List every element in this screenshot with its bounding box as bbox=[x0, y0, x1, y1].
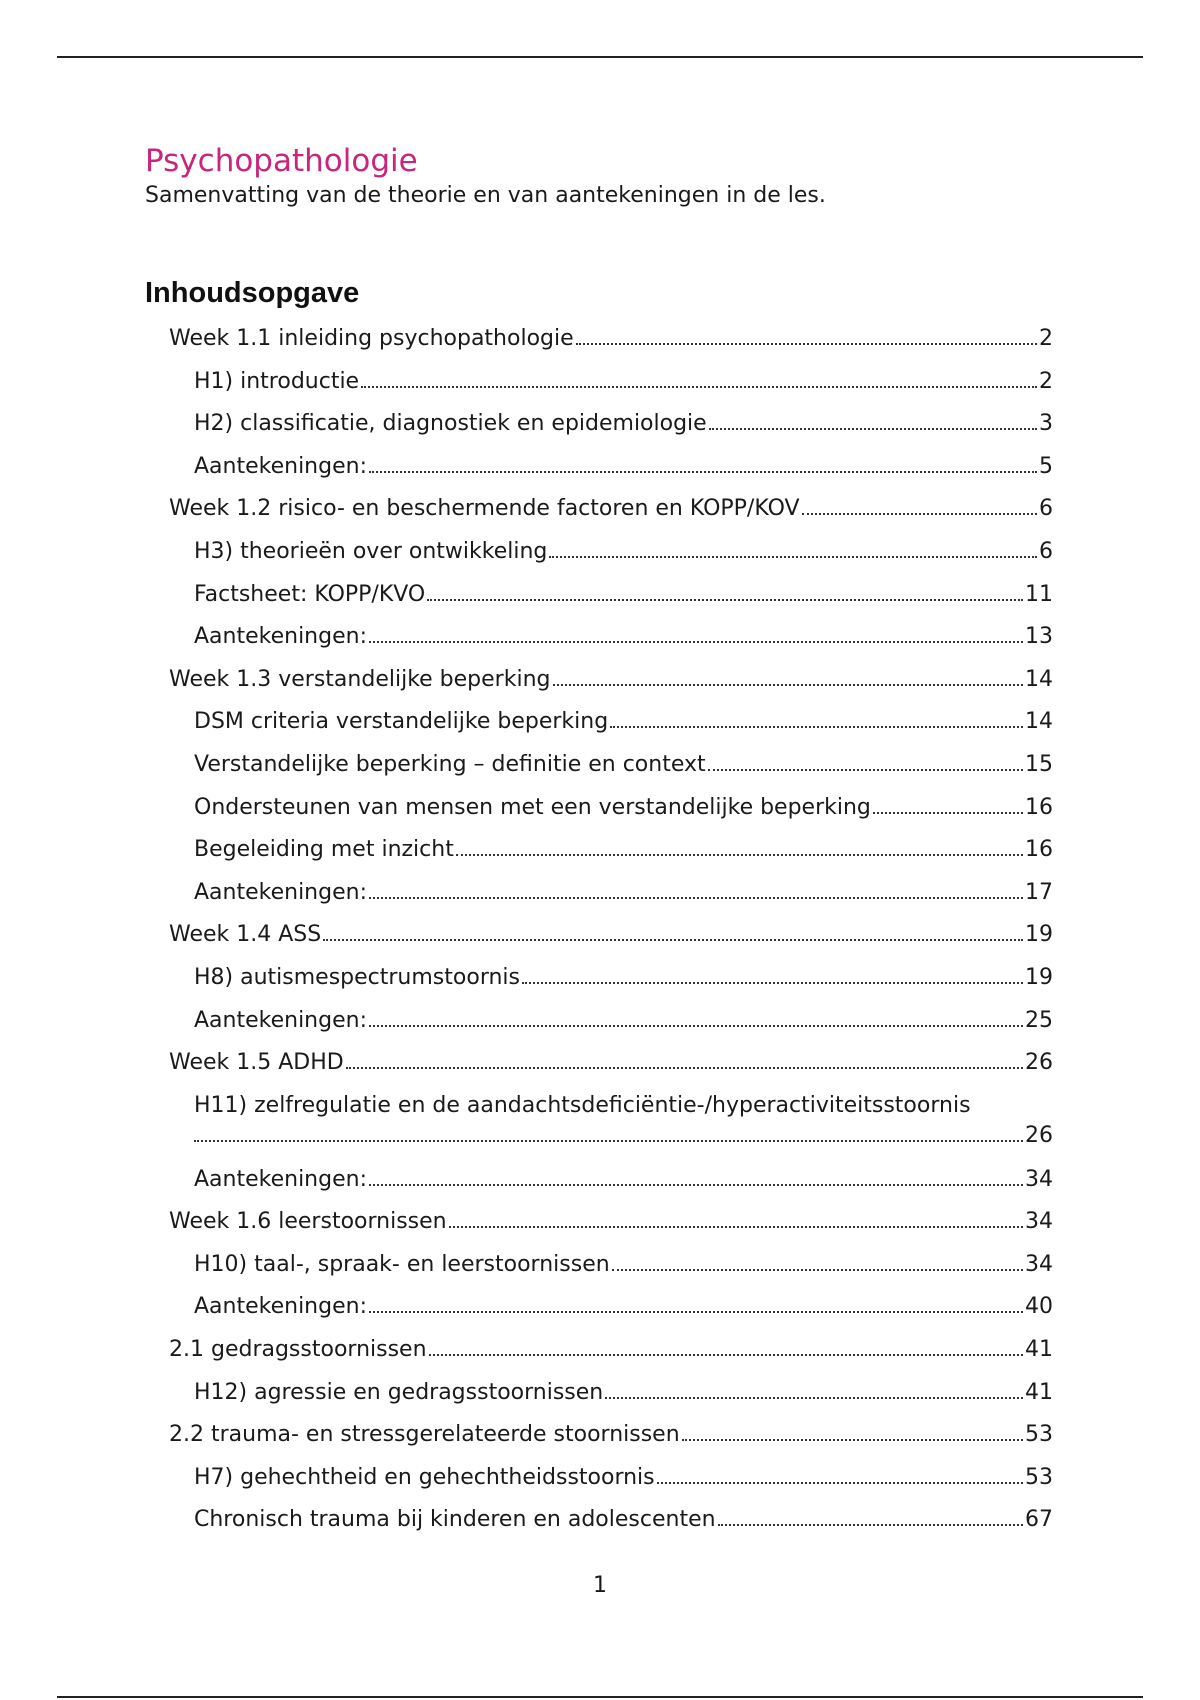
toc-entry-page: 26 bbox=[1025, 1050, 1053, 1076]
toc-leader-dots bbox=[369, 1311, 1023, 1313]
toc-entry[interactable] bbox=[145, 494, 1053, 537]
toc-entry-page: 6 bbox=[1039, 538, 1053, 564]
toc-leader-dots bbox=[323, 939, 1023, 941]
toc-entry[interactable] bbox=[145, 1378, 1053, 1421]
toc-entry-page: 25 bbox=[1025, 1007, 1053, 1033]
toc-leader-dots bbox=[369, 897, 1023, 899]
toc-entry-label: Aantekeningen: bbox=[194, 1294, 367, 1320]
toc-entry-label: Ondersteunen van mensen met een verstandelijke beperking bbox=[194, 794, 871, 820]
toc-entry[interactable] bbox=[145, 750, 1053, 793]
toc-leader-dots bbox=[449, 1226, 1023, 1228]
toc-entry[interactable] bbox=[145, 1091, 1053, 1165]
toc-entry-label: DSM criteria verstandelijke beperking bbox=[194, 709, 609, 735]
toc-leader-dots bbox=[361, 386, 1037, 388]
toc-entry-page: 3 bbox=[1039, 411, 1053, 437]
toc-leader-dots bbox=[553, 684, 1024, 686]
toc-entry[interactable] bbox=[145, 793, 1053, 836]
toc-entry[interactable] bbox=[145, 707, 1053, 750]
toc-entry[interactable] bbox=[145, 1335, 1053, 1378]
toc-leader-dots bbox=[709, 428, 1037, 430]
toc-entry-page: 34 bbox=[1025, 1166, 1053, 1192]
toc-entry-label: Aantekeningen: bbox=[194, 879, 367, 905]
toc-entry[interactable] bbox=[145, 1505, 1053, 1548]
document-title: Psychopathologie bbox=[145, 143, 418, 179]
toc-entry-label: H12) agressie en gedragsstoornissen bbox=[194, 1379, 604, 1405]
toc-entry[interactable] bbox=[145, 1048, 1053, 1091]
page-number: 1 bbox=[593, 1573, 607, 1598]
toc-entry-label: Week 1.2 risico- en beschermende factoren en KOPP/KOV bbox=[169, 496, 800, 522]
toc-leader-dots bbox=[194, 1140, 1023, 1142]
toc-entry-page: 15 bbox=[1025, 751, 1053, 777]
bottom-rule bbox=[57, 1696, 1143, 1698]
toc-leader-dots bbox=[682, 1439, 1023, 1441]
toc-entry[interactable] bbox=[145, 835, 1053, 878]
toc-entry-page: 19 bbox=[1025, 922, 1053, 948]
toc-entry-label: Aantekeningen: bbox=[194, 453, 367, 479]
toc-leader-dots bbox=[873, 812, 1023, 814]
toc-entry[interactable] bbox=[145, 1463, 1053, 1506]
toc-entry-label: Aantekeningen: bbox=[194, 1166, 367, 1192]
toc-entry-page: 67 bbox=[1025, 1507, 1053, 1533]
toc-entry[interactable] bbox=[145, 537, 1053, 580]
toc-entry-page: 19 bbox=[1025, 964, 1053, 990]
toc-entry-page: 2 bbox=[1039, 326, 1053, 351]
toc-entry-label: Week 1.3 verstandelijke beperking bbox=[169, 666, 551, 692]
toc-leader-dots bbox=[576, 343, 1037, 345]
toc-entry-page: 53 bbox=[1025, 1422, 1053, 1448]
toc-entry-label: Week 1.5 ADHD bbox=[169, 1050, 344, 1076]
table-of-contents bbox=[145, 324, 1053, 1548]
toc-entry-page: 11 bbox=[1025, 581, 1053, 607]
toc-leader-dots bbox=[346, 1067, 1023, 1069]
toc-entry-page: 2 bbox=[1039, 368, 1053, 394]
toc-leader-dots bbox=[369, 641, 1023, 643]
toc-leader-dots bbox=[522, 982, 1023, 984]
toc-entry[interactable] bbox=[145, 324, 1053, 367]
toc-entry-label: H1) introductie bbox=[194, 368, 360, 394]
toc-entry-page: 53 bbox=[1025, 1464, 1053, 1490]
toc-entry[interactable] bbox=[145, 452, 1053, 495]
toc-entry[interactable] bbox=[145, 1292, 1053, 1335]
toc-entry-label: Aantekeningen: bbox=[194, 1007, 367, 1033]
toc-entry[interactable] bbox=[145, 1165, 1053, 1208]
toc-entry[interactable] bbox=[145, 665, 1053, 708]
toc-entry-label: H8) autismespectrumstoornis bbox=[194, 964, 520, 990]
toc-entry-label: H10) taal-, spraak- en leerstoornissen bbox=[194, 1251, 610, 1277]
toc-entry[interactable] bbox=[145, 622, 1053, 665]
toc-entry[interactable] bbox=[145, 1250, 1053, 1293]
toc-leader-dots bbox=[427, 599, 1023, 601]
toc-entry[interactable] bbox=[145, 409, 1053, 452]
toc-entry[interactable] bbox=[145, 878, 1053, 921]
toc-leader-dots bbox=[456, 854, 1023, 856]
toc-leader-dots bbox=[612, 1269, 1023, 1271]
toc-entry[interactable] bbox=[145, 1207, 1053, 1250]
toc-entry[interactable] bbox=[145, 1420, 1053, 1463]
toc-entry-page: 14 bbox=[1025, 709, 1053, 735]
toc-entry-page: 16 bbox=[1025, 794, 1053, 820]
toc-entry-page: 34 bbox=[1025, 1209, 1053, 1235]
toc-entry[interactable] bbox=[145, 580, 1053, 623]
toc-leader-dots bbox=[369, 1025, 1023, 1027]
toc-leader-dots bbox=[802, 513, 1037, 515]
toc-entry[interactable] bbox=[145, 1006, 1053, 1049]
toc-entry-page: 26 bbox=[1025, 1122, 1053, 1148]
toc-entry-label: Chronisch trauma bij kinderen en adolescenten bbox=[194, 1507, 716, 1533]
toc-leader-dots bbox=[429, 1354, 1023, 1356]
toc-leader-dots bbox=[657, 1482, 1023, 1484]
toc-entry-page: 14 bbox=[1025, 666, 1053, 692]
toc-entry[interactable] bbox=[145, 367, 1053, 410]
toc-entry-label: H2) classificatie, diagnostiek en epidemiologie bbox=[194, 411, 707, 437]
toc-leader-dots bbox=[605, 1397, 1023, 1399]
toc-entry-label: H3) theorieën over ontwikkeling bbox=[194, 538, 548, 564]
toc-entry-page: 16 bbox=[1025, 837, 1053, 863]
toc-leader-dots bbox=[718, 1524, 1023, 1526]
toc-entry-page: 5 bbox=[1039, 453, 1053, 479]
toc-leader-dots bbox=[369, 471, 1037, 473]
toc-entry[interactable] bbox=[145, 920, 1053, 963]
toc-entry-label: Week 1.4 ASS bbox=[169, 922, 322, 948]
toc-leader-dots bbox=[549, 556, 1037, 558]
toc-entry-label: Begeleiding met inzicht bbox=[194, 837, 454, 863]
toc-entry-page: 6 bbox=[1039, 496, 1053, 522]
top-rule bbox=[57, 56, 1143, 58]
toc-entry-page: 41 bbox=[1025, 1337, 1053, 1363]
toc-leader-dots bbox=[369, 1184, 1023, 1186]
toc-entry-label: H11) zelfregulatie en de aandachtsdeficiëntie-/hyperactiviteitsstoornis bbox=[194, 1092, 971, 1118]
toc-leader-dots bbox=[610, 726, 1023, 728]
toc-entry[interactable] bbox=[145, 963, 1053, 1006]
toc-leader-dots bbox=[708, 769, 1023, 771]
toc-entry-page: 13 bbox=[1025, 624, 1053, 650]
toc-entry-page: 40 bbox=[1025, 1294, 1053, 1320]
toc-entry-label: Week 1.1 inleiding psychopathologie bbox=[169, 326, 574, 351]
toc-entry-label: 2.1 gedragsstoornissen bbox=[169, 1337, 427, 1363]
toc-entry-label: Week 1.6 leerstoornissen bbox=[169, 1209, 447, 1235]
toc-entry-label: H7) gehechtheid en gehechtheidsstoornis bbox=[194, 1464, 655, 1490]
document-subtitle: Samenvatting van de theorie en van aantekeningen in de les. bbox=[145, 183, 826, 208]
toc-entry-label: 2.2 trauma- en stressgerelateerde stoornissen bbox=[169, 1422, 680, 1448]
toc-entry-page: 34 bbox=[1025, 1251, 1053, 1277]
toc-entry-label: Verstandelijke beperking – definitie en context bbox=[194, 751, 706, 777]
toc-entry-label: Factsheet: KOPP/KVO bbox=[194, 581, 426, 607]
toc-entry-label: Aantekeningen: bbox=[194, 624, 367, 650]
toc-heading: Inhoudsopgave bbox=[145, 277, 360, 309]
toc-entry-page: 41 bbox=[1025, 1379, 1053, 1405]
toc-entry-page: 17 bbox=[1025, 879, 1053, 905]
